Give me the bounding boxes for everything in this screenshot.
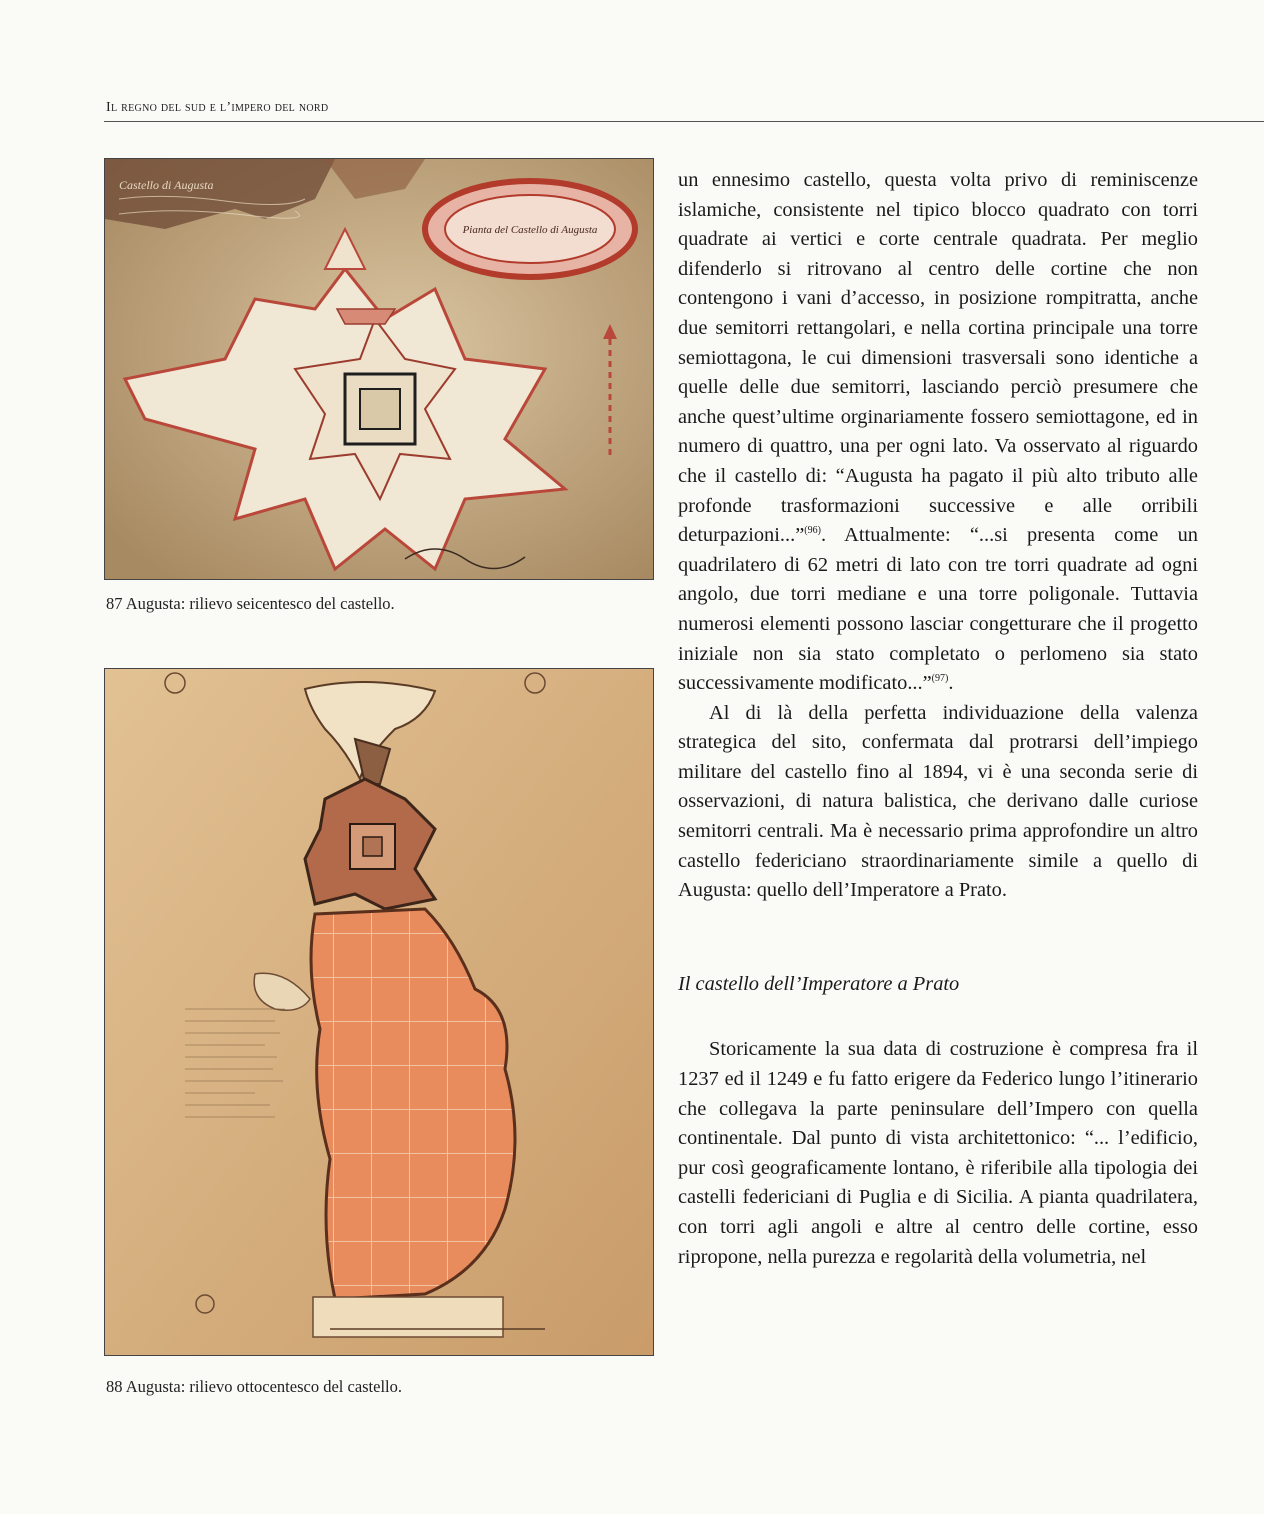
cartouche-inscription: Pianta del Castello di Augusta <box>462 224 598 236</box>
paragraph-1-part-c: . <box>948 672 954 695</box>
paragraph-3: Storicamente la sua data di costruzione è compresa fra il 1237 ed il 1249 e fu fatto erigere da Federico lungo l’itinerario che collegava la parte peninsulare dell’Impero con quella continentale. Dal punto di vista architettonico: “... l’edificio, pur così geograficamente lontano, è riferibile alla tipologia dei castelli federiciani di Puglia e di Sicilia. A pianta quadrilatera, con torri agli angoli e altre al centro delle cortine, esso ripropone, nella purezza e regolarità della volumetria, nel <box>678 1038 1198 1268</box>
header-rule <box>104 121 1264 122</box>
paragraph-1 <box>678 166 1198 699</box>
map-17th-century <box>105 159 653 579</box>
paragraph-1-part-a: un ennesimo castello, questa volta privo di reminiscenze islamiche, consistente nel tipico blocco quadrato con torri quadrate ai vertici e corte centrale quadrata. Per meglio difenderlo si ritrovano al centro delle cortine che non contengono i vani d’accesso, in posizione rompitratta, anche due semitorri rettangolari, e nella cortina principale una torre semiottagona, le cui dimensioni trasversali sono identiche a quelle delle due semitorri, lasciando perciò presumere che anche quest’ultime orginariamente fossero semiottagone, ed in numero di quattro, una per ogni lato. Va osservato al riguardo che il castello di: “Augusta ha pagato il più alto tributo alle profonde trasformazioni successive e alle orribili deturpazioni...” <box>678 169 1198 547</box>
map-handwritten-note: Castello di Augusta <box>119 178 214 192</box>
footnote-ref-96: (96) <box>804 525 821 537</box>
figure-87-caption: 87 Augusta: rilievo seicentesco del castello. <box>106 594 395 613</box>
section-heading: Il castello dell’Imperatore a Prato <box>678 972 960 995</box>
figure-88-caption: 88 Augusta: rilievo ottocentesco del castello. <box>106 1377 403 1396</box>
paragraph-2: Al di là della perfetta individuazione della valenza strategica del sito, confermata dal protrarsi dell’impiego militare del castello fino al 1894, vi è una seconda serie di osservazioni, di natura balistica, che derivano dalle curiose semitorri centrali. Ma è necessario prima approfondire un altro castello federiciano straordinariamente simile a quello di Augusta: quello dell’Imperatore a Prato. <box>678 701 1198 902</box>
running-head: Il regno del sud e l’impero del nord <box>106 100 329 115</box>
map-19th-century <box>105 669 653 1355</box>
footnote-ref-97: (97) <box>931 673 949 685</box>
figure-88-map <box>104 668 654 1356</box>
figure-87-map <box>104 158 654 580</box>
paragraph-1-part-b: . Attualmente: “...si presenta come un quadrilatero di 62 metri di lato con tre torri quadrate ad ogni angolo, due torri mediane e una torre poligonale. Tuttavia numerosi elementi possono lasciar congetturare che il progetto iniziale non sia stato completato o perlomeno sia stato successivamente modificato...” <box>678 524 1198 695</box>
body-text-column <box>678 166 1198 1272</box>
